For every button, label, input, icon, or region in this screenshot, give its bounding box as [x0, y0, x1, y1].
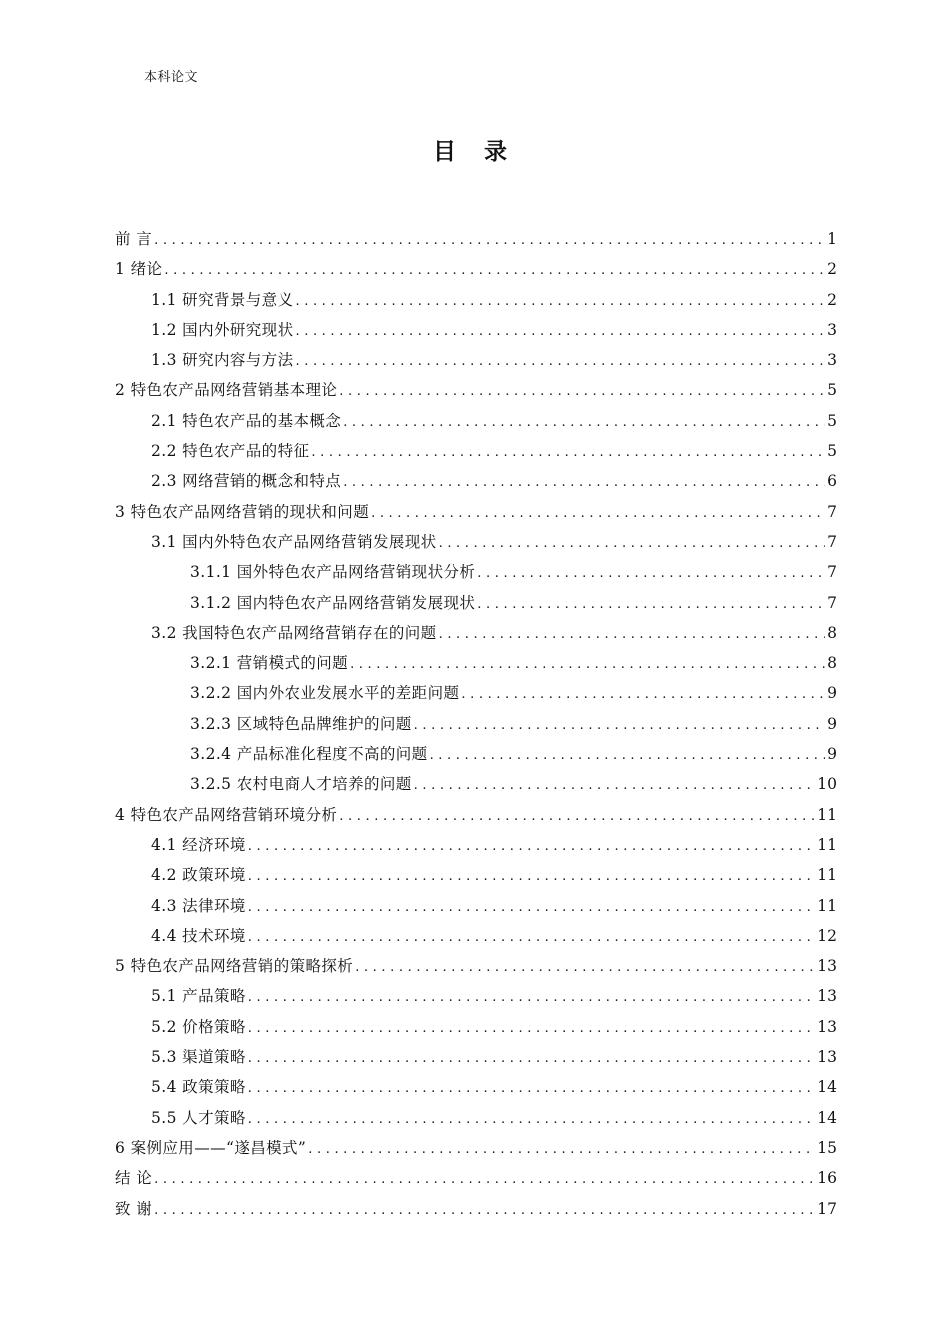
- table-of-contents: [115, 224, 837, 1224]
- toc-entry[interactable]: [115, 1103, 837, 1133]
- toc-entry-label: 3.2.1 营销模式的问题: [190, 654, 349, 673]
- toc-leader-dots: [164, 256, 825, 286]
- toc-entry[interactable]: [115, 1012, 837, 1042]
- toc-entry[interactable]: [115, 769, 837, 799]
- toc-entry-label: 4.1 经济环境: [151, 835, 246, 854]
- toc-entry[interactable]: [115, 557, 837, 587]
- toc-leader-dots: [371, 499, 825, 529]
- toc-leader-dots: [295, 287, 825, 317]
- running-header: 本科论文: [144, 70, 199, 85]
- toc-entry[interactable]: [115, 981, 837, 1011]
- toc-entry-page-number: 11: [817, 835, 837, 854]
- toc-entry-page-number: 3: [827, 351, 837, 370]
- toc-leader-dots: [248, 923, 815, 953]
- toc-entry-label: 5 特色农产品网络营销的策略探析: [115, 957, 354, 976]
- toc-leader-dots: [311, 438, 825, 468]
- toc-entry[interactable]: [115, 800, 837, 830]
- toc-leader-dots: [343, 468, 825, 498]
- toc-entry[interactable]: [115, 891, 837, 921]
- toc-entry[interactable]: [115, 588, 837, 618]
- toc-entry-page-number: 17: [817, 1199, 837, 1218]
- toc-leader-dots: [248, 1074, 815, 1104]
- toc-leader-dots: [339, 802, 815, 832]
- toc-leader-dots: [439, 620, 826, 650]
- toc-leader-dots: [295, 347, 825, 377]
- toc-entry-page-number: 11: [817, 866, 837, 885]
- toc-leader-dots: [343, 408, 825, 438]
- toc-entry[interactable]: [115, 1133, 837, 1163]
- toc-entry-page-number: 3: [827, 320, 837, 339]
- toc-entry-label: 5.5 人才策略: [151, 1108, 246, 1127]
- toc-entry[interactable]: [115, 709, 837, 739]
- toc-leader-dots: [477, 590, 825, 620]
- toc-entry[interactable]: [115, 466, 837, 496]
- toc-leader-dots: [248, 1014, 815, 1044]
- toc-leader-dots: [439, 529, 826, 559]
- toc-leader-dots: [248, 1044, 815, 1074]
- toc-entry-label: 1.2 国内外研究现状: [151, 320, 294, 339]
- toc-leader-dots: [414, 771, 816, 801]
- toc-entry[interactable]: [115, 1042, 837, 1072]
- toc-entry[interactable]: [115, 951, 837, 981]
- toc-entry[interactable]: [115, 375, 837, 405]
- toc-entry-page-number: 9: [827, 714, 837, 733]
- toc-entry-label: 4.3 法律环境: [151, 896, 246, 915]
- toc-leader-dots: [414, 711, 825, 741]
- toc-entry-label: 3.1.1 国外特色农产品网络营销现状分析: [190, 563, 476, 582]
- toc-entry-page-number: 5: [827, 411, 837, 430]
- toc-entry-page-number: 9: [827, 745, 837, 764]
- toc-entry-label: 3.2.5 农村电商人才培养的问题: [190, 775, 412, 794]
- toc-entry-page-number: 16: [817, 1169, 837, 1188]
- toc-entry-label: 致 谢: [115, 1199, 153, 1218]
- toc-entry-page-number: 13: [817, 1017, 837, 1036]
- toc-entry-label: 4 特色农产品网络营销环境分析: [115, 805, 338, 824]
- toc-entry-page-number: 8: [827, 654, 837, 673]
- toc-entry-page-number: 9: [827, 684, 837, 703]
- toc-entry-page-number: 13: [817, 1048, 837, 1067]
- toc-entry[interactable]: [115, 860, 837, 890]
- toc-entry-label: 5.3 渠道策略: [151, 1048, 246, 1067]
- toc-entry-page-number: 8: [827, 623, 837, 642]
- toc-entry[interactable]: [115, 527, 837, 557]
- toc-entry-page-number: 7: [827, 593, 837, 612]
- toc-entry-label: 2.1 特色农产品的基本概念: [151, 411, 342, 430]
- toc-entry-label: 前 言: [115, 230, 153, 248]
- toc-entry-label: 5.2 价格策略: [151, 1017, 246, 1036]
- toc-entry-label: 2.2 特色农产品的特征: [151, 442, 310, 461]
- toc-entry-page-number: 2: [827, 290, 837, 309]
- toc-entry[interactable]: [115, 830, 837, 860]
- toc-entry-page-number: 13: [817, 957, 837, 976]
- toc-entry-page-number: 7: [827, 502, 837, 521]
- toc-entry-label: 1.3 研究内容与方法: [151, 351, 294, 370]
- toc-entry-label: 2 特色农产品网络营销基本理论: [115, 381, 338, 400]
- toc-entry-page-number: 14: [817, 1108, 837, 1127]
- toc-entry-page-number: 12: [817, 926, 837, 945]
- toc-entry-label: 4.4 技术环境: [151, 926, 246, 945]
- toc-entry-page-number: 2: [827, 260, 837, 279]
- toc-entry-page-number: 5: [827, 381, 837, 400]
- toc-leader-dots: [248, 862, 815, 892]
- toc-entry-page-number: 13: [817, 987, 837, 1006]
- toc-entry[interactable]: [115, 345, 837, 375]
- toc-entry[interactable]: [115, 436, 837, 466]
- toc-entry-label: 2.3 网络营销的概念和特点: [151, 472, 342, 491]
- toc-entry-page-number: 11: [817, 805, 837, 824]
- toc-entry-page-number: 7: [827, 532, 837, 551]
- toc-entry-label: 3.2.3 区域特色品牌维护的问题: [190, 714, 412, 733]
- toc-leader-dots: [154, 1165, 815, 1195]
- toc-entry-page-number: 1: [827, 230, 837, 248]
- page-title: 目 录: [432, 139, 517, 165]
- toc-entry-label: 3 特色农产品网络营销的现状和问题: [115, 502, 370, 521]
- toc-entry-label: 1.1 研究背景与意义: [151, 290, 294, 309]
- toc-entry-page-number: 11: [817, 896, 837, 915]
- toc-leader-dots: [295, 317, 825, 347]
- toc-entry-page-number: 14: [817, 1078, 837, 1097]
- toc-leader-dots: [430, 741, 826, 771]
- toc-entry-label: 6 案例应用——“遂昌模式”: [115, 1138, 307, 1157]
- toc-entry[interactable]: [115, 618, 837, 648]
- toc-entry[interactable]: [115, 224, 837, 254]
- toc-entry[interactable]: [115, 285, 837, 315]
- toc-entry[interactable]: [115, 497, 837, 527]
- toc-entry-page-number: 7: [827, 563, 837, 582]
- toc-leader-dots: [461, 680, 825, 710]
- toc-entry[interactable]: [115, 315, 837, 345]
- toc-leader-dots: [308, 1135, 815, 1165]
- toc-entry-label: 1 绪论: [115, 260, 163, 279]
- toc-entry[interactable]: [115, 1163, 837, 1193]
- toc-entry[interactable]: [115, 921, 837, 951]
- toc-leader-dots: [248, 1105, 815, 1135]
- toc-entry[interactable]: [115, 678, 837, 708]
- toc-entry[interactable]: [115, 1194, 837, 1224]
- toc-entry-label: 3.2 我国特色农产品网络营销存在的问题: [151, 623, 437, 642]
- toc-entry-label: 结 论: [115, 1169, 153, 1188]
- toc-entry-label: 4.2 政策环境: [151, 866, 246, 885]
- toc-leader-dots: [350, 650, 825, 680]
- toc-entry-page-number: 5: [827, 442, 837, 461]
- toc-entry[interactable]: [115, 739, 837, 769]
- toc-entry[interactable]: [115, 1072, 837, 1102]
- toc-entry-page-number: 6: [827, 472, 837, 491]
- toc-leader-dots: [154, 226, 825, 256]
- toc-leader-dots: [248, 893, 815, 923]
- toc-entry-label: 5.1 产品策略: [151, 987, 246, 1006]
- toc-entry-page-number: 10: [817, 775, 837, 794]
- toc-entry-label: 3.1 国内外特色农产品网络营销发展现状: [151, 532, 437, 551]
- toc-leader-dots: [477, 559, 825, 589]
- toc-entry-label: 3.2.4 产品标准化程度不高的问题: [190, 745, 428, 764]
- toc-leader-dots: [154, 1196, 815, 1226]
- toc-entry-label: 5.4 政策策略: [151, 1078, 246, 1097]
- toc-entry-page-number: 15: [817, 1138, 837, 1157]
- toc-entry[interactable]: [115, 648, 837, 678]
- toc-leader-dots: [355, 953, 815, 983]
- toc-entry[interactable]: [115, 254, 837, 284]
- toc-leader-dots: [339, 377, 825, 407]
- toc-entry-label: 3.1.2 国内特色农产品网络营销发展现状: [190, 593, 476, 612]
- toc-leader-dots: [248, 832, 815, 862]
- toc-leader-dots: [248, 983, 815, 1013]
- toc-entry[interactable]: [115, 406, 837, 436]
- toc-entry-label: 3.2.2 国内外农业发展水平的差距问题: [190, 684, 460, 703]
